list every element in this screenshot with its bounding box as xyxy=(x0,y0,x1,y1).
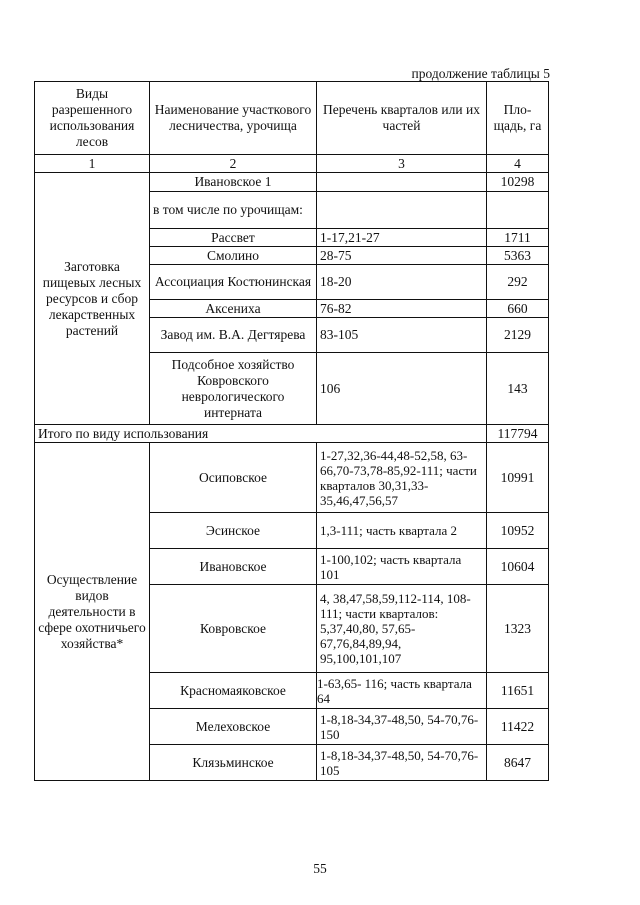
area-cell: 660 xyxy=(487,300,549,318)
area-cell: 11422 xyxy=(487,709,549,745)
area-cell: 5363 xyxy=(487,247,549,265)
quarters-cell xyxy=(317,173,487,192)
area-cell: 10604 xyxy=(487,549,549,585)
including-label: в том числе по урочищам: xyxy=(150,192,317,229)
area-cell: 10991 xyxy=(487,443,549,513)
forest-use-table xyxy=(34,81,549,781)
use-type-food-resources: Заготовка пищевых лесных ресурсов и сбор лекарственных растений xyxy=(35,173,150,425)
forestry-name: Красномаяковское xyxy=(150,673,317,709)
forestry-name: Мелеховское xyxy=(150,709,317,745)
column-number: 2 xyxy=(150,155,317,173)
table-continuation-label: продолжение таблицы 5 xyxy=(411,66,550,81)
area-cell: 143 xyxy=(487,353,549,425)
tract-name: Завод им. В.А. Дегтярева xyxy=(150,318,317,353)
forestry-name: Осиповское xyxy=(150,443,317,513)
quarters-cell: 1-8,18-34,37-48,50, 54-70,76-150 xyxy=(317,709,487,745)
header-quarters: Перечень кварталов или их частей xyxy=(317,82,487,155)
forestry-name: Ивановское 1 xyxy=(150,173,317,192)
column-number: 3 xyxy=(317,155,487,173)
forestry-name: Ивановское xyxy=(150,549,317,585)
page-number: 55 xyxy=(313,861,327,876)
area-cell: 1711 xyxy=(487,229,549,247)
header-use-type: Виды разрешенного использования лесов xyxy=(35,82,150,155)
forestry-name: Ковровское xyxy=(150,585,317,673)
quarters-cell: 1-17,21-27 xyxy=(317,229,487,247)
use-type-hunting: Осуществление видов деятельности в сфере охотничьего хозяйства* xyxy=(35,443,150,781)
area-cell: 10298 xyxy=(487,173,549,192)
tract-name: Ассоциация Костюнинская xyxy=(150,265,317,300)
total-row xyxy=(35,425,549,443)
quarters-cell: 1,3-111; часть квартала 2 xyxy=(317,513,487,549)
quarters-cell xyxy=(317,192,487,229)
quarters-cell: 1-27,32,36-44,48-52,58, 63-66,70-73,78-85,92-111; части кварталов 30,31,33-35,46,47,56,57 xyxy=(317,443,487,513)
quarters-cell: 76-82 xyxy=(317,300,487,318)
table-header-row xyxy=(35,82,549,155)
quarters-cell: 1-63,65- 116; часть квартала 64 xyxy=(317,673,487,709)
forestry-name: Клязьминское xyxy=(150,745,317,781)
quarters-cell: 1-100,102; часть квартала 101 xyxy=(317,549,487,585)
total-area: 117794 xyxy=(487,425,549,443)
area-cell: 1323 xyxy=(487,585,549,673)
table-row xyxy=(35,443,549,513)
tract-name: Аксениха xyxy=(150,300,317,318)
area-cell: 10952 xyxy=(487,513,549,549)
quarters-cell: 106 xyxy=(317,353,487,425)
area-cell: 292 xyxy=(487,265,549,300)
tract-name: Подсобное хозяйство Ковровского неврологического интерната xyxy=(150,353,317,425)
quarters-cell: 18-20 xyxy=(317,265,487,300)
column-number: 4 xyxy=(487,155,549,173)
area-cell: 8647 xyxy=(487,745,549,781)
area-cell: 11651 xyxy=(487,673,549,709)
header-area: Пло- щадь, га xyxy=(487,82,549,155)
quarters-cell: 1-8,18-34,37-48,50, 54-70,76-105 xyxy=(317,745,487,781)
column-number: 1 xyxy=(35,155,150,173)
quarters-cell: 28-75 xyxy=(317,247,487,265)
column-numbers-row xyxy=(35,155,549,173)
quarters-cell: 4, 38,47,58,59,112-114, 108-111; части кварталов: 5,37,40,80, 57,65-67,76,84,89,94, 95,100,101,107 xyxy=(317,585,487,673)
total-label: Итого по виду использования xyxy=(35,425,487,443)
tract-name: Рассвет xyxy=(150,229,317,247)
tract-name: Смолино xyxy=(150,247,317,265)
area-cell: 2129 xyxy=(487,318,549,353)
area-cell xyxy=(487,192,549,229)
quarters-cell: 83-105 xyxy=(317,318,487,353)
forestry-name: Эсинское xyxy=(150,513,317,549)
header-forestry-name: Наименование участкового лесничества, урочища xyxy=(150,82,317,155)
table-row xyxy=(35,173,549,192)
